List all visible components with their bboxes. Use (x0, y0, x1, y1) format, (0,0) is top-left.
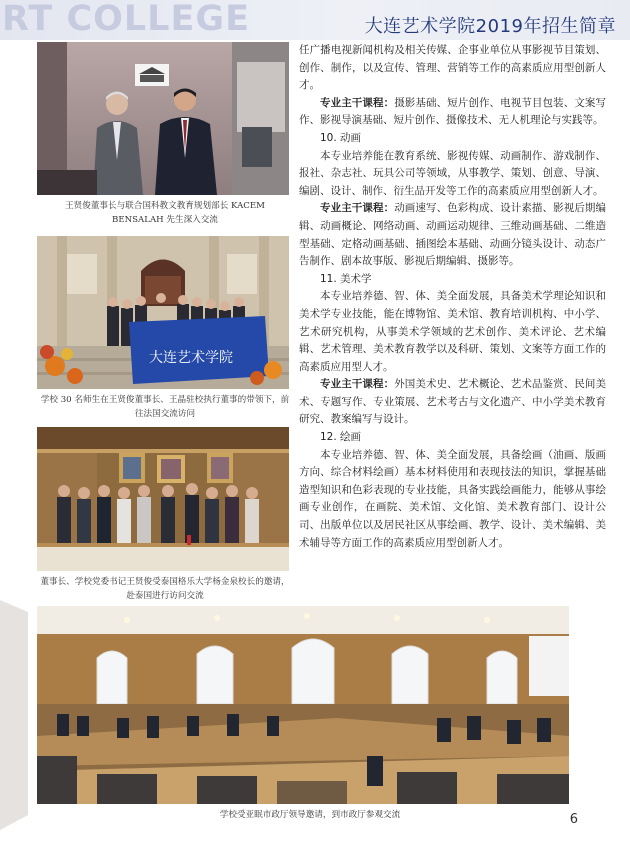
photo-unesco-meeting (37, 42, 289, 195)
photo-thailand-visit (37, 427, 289, 571)
caption-france: 学校 30 名师生在王贤俊董事长、王晶驻校执行董事的带领下，前往法国交流访问 (40, 395, 290, 419)
courses-label: 专业主干课程： (320, 202, 395, 215)
decorative-corner (0, 600, 30, 830)
courses-label: 专业主干课程： (320, 96, 395, 109)
film-courses: 摄影基础、短片创作、电视节目包装、文案写作、影视导演基础、短片创作、摄像技术、无人机理论与实践等。 (299, 96, 607, 127)
animation-heading: 10. 动画 (320, 131, 362, 144)
photo-cityhall-meeting (37, 606, 569, 804)
fine-art-description: 本专业培养德、智、体、美全面发展，具备美术学理论知识和美术学专业技能，能在博物馆、美术馆、教育培训机构、中小学、艺术研究机构，从事美术学领域的艺术创作、美术评论、艺术编辑、艺术管理、美术教育教学以及科研、策划、文案等方面工作的高素质应用型人才。 (299, 290, 606, 373)
photo-france-group (37, 236, 289, 389)
page-number: 6 (569, 812, 578, 827)
header-title: 大连艺术学院2019年招生简章 (364, 16, 616, 37)
flag-text: 大连艺术学院 (149, 350, 233, 366)
intro-paragraph: 任广播电视新闻机构及相关传媒、企事业单位从事影视节目策划、创作、制作，以及宣传、管理、营销等工作的高素质应用型创新人才。 (299, 44, 606, 92)
header-college-text: RT COLLEGE (2, 0, 251, 39)
fine-art-courses: 外国美术史、艺术概论、艺术品鉴赏、民间美术、专题写作、专业策展、艺术考古与文化遗产、中小学美术教育研究、教案编写与设计。 (299, 378, 607, 426)
animation-description: 本专业培养能在教育系统、影视传媒、动画制作、游戏制作、报社、杂志社、玩具公司等领域，从事教学、策划、创意、导演、编剧、设计、制作、衍生品开发等工作的高素质应用型创新人才。 (299, 149, 606, 197)
text-column (299, 42, 606, 552)
painting-description: 本专业培养德、智、体、美全面发展，具备绘画（油画、版画方向、综合材料绘画）基本材料使用和表现技法的知识，掌握基础造型知识和色彩表现的专业技能，具备实践绘画能力，能够从事绘画专业创作，在画院、美术馆、文化馆、美术教育部门、设计公司、出版单位以及居民社区从事绘画、教学、设计、美术编辑、美术辅导等方面工作的高素质应用型创新人才。 (299, 448, 606, 549)
caption-cityhall: 学校受亚眠市政厅领导邀请，到市政厅参观交流 (219, 810, 401, 820)
courses-label: 专业主干课程： (320, 378, 395, 391)
page-header (0, 0, 630, 40)
animation-courses-paragraph (299, 200, 606, 270)
caption-thailand: 董事长、学校党委书记王贤俊受泰国格乐大学杨金泉校长的邀请，赴泰国进行访问交流 (40, 577, 290, 601)
animation-courses: 动画速写、色彩构成、设计素描、影视后期编辑、动画概论、网络动画、动画运动规律、三维动画基础、二维造型基础、定格动画基础、插图绘本基础、动画分镜头设计、动态广告制作、剧本故事版、影视后期编辑、摄影等。 (299, 202, 607, 268)
caption-unesco: 王贤俊董事长与联合国科教文教育规划部长 KACEM BENSALAH 先生深入交流 (65, 201, 265, 225)
film-courses-paragraph (299, 95, 606, 130)
painting-heading: 12. 绘画 (320, 431, 362, 444)
fine-art-courses-paragraph (299, 376, 606, 429)
fine-art-heading: 11. 美术学 (320, 272, 372, 285)
